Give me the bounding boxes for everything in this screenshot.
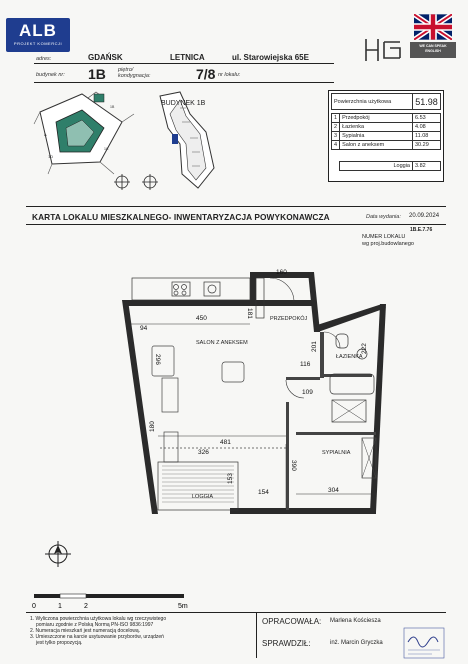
project-emblem-icon (360, 36, 406, 64)
dim-94: 94 (140, 325, 148, 332)
unit-label: nr lokalu: (218, 72, 241, 78)
north-arrow-icon (114, 174, 130, 190)
dim-390: 390 (290, 460, 297, 471)
total-area-label: Powierzchnia użytkowa (332, 94, 413, 110)
room-row (332, 141, 441, 150)
note-line: 2. Numeracja mieszkań jest numeracją docelową. (30, 628, 141, 634)
room-row (332, 123, 441, 132)
dim-154: 154 (258, 489, 269, 496)
badge-line1: WE CAN SPEAK (419, 44, 447, 48)
unit-number-line1: NUMER LOKALU (362, 234, 406, 240)
building-label: budynek nr: (36, 72, 65, 78)
checked-name: inż. Marcin Gryczka (330, 640, 383, 646)
room-labels (192, 315, 363, 500)
unit-number-line2: wg proj.budowlanego (362, 241, 414, 247)
floor-value: 7/8 (196, 66, 216, 82)
room-row (332, 132, 441, 141)
logo-tagline: PROJEKT KOMERCJI (13, 41, 63, 46)
title-rule-top (26, 206, 446, 207)
company-logo (6, 18, 70, 52)
scale-tick-5: 5m (178, 603, 188, 610)
district-value: LETNICA (170, 53, 205, 62)
room-area: 30.29 (413, 141, 441, 150)
room-label-bath: ŁAZIENKA (336, 354, 363, 360)
footer-rule (26, 612, 446, 613)
scale-bar (28, 590, 198, 612)
outer-walls (122, 272, 386, 514)
room-area: 6.53 (413, 114, 441, 123)
unit-code: 1B.E.7.76 (410, 227, 433, 233)
room-label-bedroom: SYPIALNIA (322, 450, 351, 456)
dim-116: 116 (300, 361, 311, 368)
room-name: Sypialnia (340, 132, 413, 141)
uk-flag-icon (414, 14, 452, 40)
svg-text:1C: 1C (104, 147, 109, 151)
room-label-loggia: LOGGIA (192, 494, 214, 500)
unit-number-note (362, 234, 414, 248)
scale-tick-2: 2 (84, 603, 88, 610)
building-underline (34, 82, 334, 83)
checked-label: SPRAWDZIŁ: (262, 639, 311, 648)
dim-481: 481 (220, 439, 231, 446)
site-plan-building-label: BUDYNEK 1B (161, 100, 206, 107)
prepared-label: OPRACOWAŁA: (262, 617, 322, 626)
dim-326: 326 (198, 449, 209, 456)
room-number: 3 (332, 132, 340, 141)
dim-450: 450 (196, 315, 207, 322)
svg-text:1D: 1D (48, 154, 54, 159)
dim-153: 153 (227, 473, 234, 484)
room-area: 11.08 (413, 132, 441, 141)
badge-line2: ENGLISH (425, 49, 441, 53)
loggia-value: 3.82 (413, 162, 441, 171)
note-line: jest tylko propozycją. (36, 640, 83, 646)
room-name: Salon z aneksem (340, 141, 413, 150)
prepared-name: Marlena Kościesza (330, 618, 381, 624)
footer-notes (30, 616, 252, 646)
svg-text:A: A (44, 132, 47, 137)
room-number: 2 (332, 123, 340, 132)
room-label-living: SALON Z ANEKSEM (196, 340, 248, 346)
scale-tick-0: 0 (32, 603, 36, 610)
area-table (331, 93, 441, 171)
loggia-row (332, 162, 441, 171)
loggia (158, 462, 238, 510)
note-line: pomiaru zgodnie z Polską Normą PN-ISO 9836:1997 (36, 622, 154, 628)
dim-304: 304 (328, 487, 339, 494)
svg-text:1B: 1B (110, 105, 115, 109)
floor-plan (100, 262, 410, 530)
dim-160: 160 (276, 269, 287, 276)
living-furniture (152, 346, 286, 462)
room-number: 4 (332, 141, 340, 150)
title-rule-bottom (26, 224, 446, 225)
room-name: Łazienka (340, 123, 413, 132)
engineer-stamp-icon (402, 626, 446, 660)
total-area-value: 51.98 (413, 94, 441, 110)
english-badge (410, 42, 456, 58)
dimension-lines (130, 324, 376, 508)
north-arrow-icon-plan (44, 540, 72, 568)
loggia-label: Loggia (340, 162, 413, 171)
site-plan (30, 88, 262, 194)
room-label-hall: PRZEDPOKÓJ (270, 316, 308, 322)
dim-222: 222 (361, 343, 368, 354)
dim-109: 109 (302, 389, 313, 396)
kitchen-counter (132, 278, 264, 318)
room-name: Przedpokój (340, 114, 413, 123)
floor-label: piętro/ kondygnacja: (118, 67, 151, 79)
area-summary-box (328, 90, 444, 182)
issue-date-value: 20.09.2024 (409, 213, 440, 219)
north-arrow-icon-2 (142, 174, 158, 190)
address-label: adres: (36, 56, 52, 62)
address-underline (34, 63, 334, 64)
dim-296: 296 (154, 354, 161, 365)
dim-181: 181 (246, 308, 253, 319)
room-number: 1 (332, 114, 340, 123)
building-value: 1B (88, 66, 106, 82)
room-area: 4.08 (413, 123, 441, 132)
note-line: 1. Wyliczona powierzchnia użytkowa lokalu wg rzeczywistego (30, 616, 167, 622)
issue-date-label: Data wydania: (366, 214, 401, 220)
street-value: ul. Starowiejska 65E (232, 53, 309, 62)
footer-divider (256, 612, 257, 658)
dim-201: 201 (311, 341, 318, 352)
scale-tick-1: 1 (58, 603, 62, 610)
logo-name: ALB (19, 21, 57, 40)
note-line: 3. Umieszczone na karcie usytuowanie przyborów, urządzeń (30, 634, 164, 640)
site-plan-block-a (34, 92, 134, 174)
total-area-row (332, 94, 441, 110)
city-value: GDAŃSK (88, 53, 123, 62)
card-title: KARTA LOKALU MIESZKALNEGO- INWENTARYZACJA POWYKONAWCZA (32, 212, 330, 222)
room-row (332, 114, 441, 123)
dim-180: 180 (149, 421, 156, 432)
